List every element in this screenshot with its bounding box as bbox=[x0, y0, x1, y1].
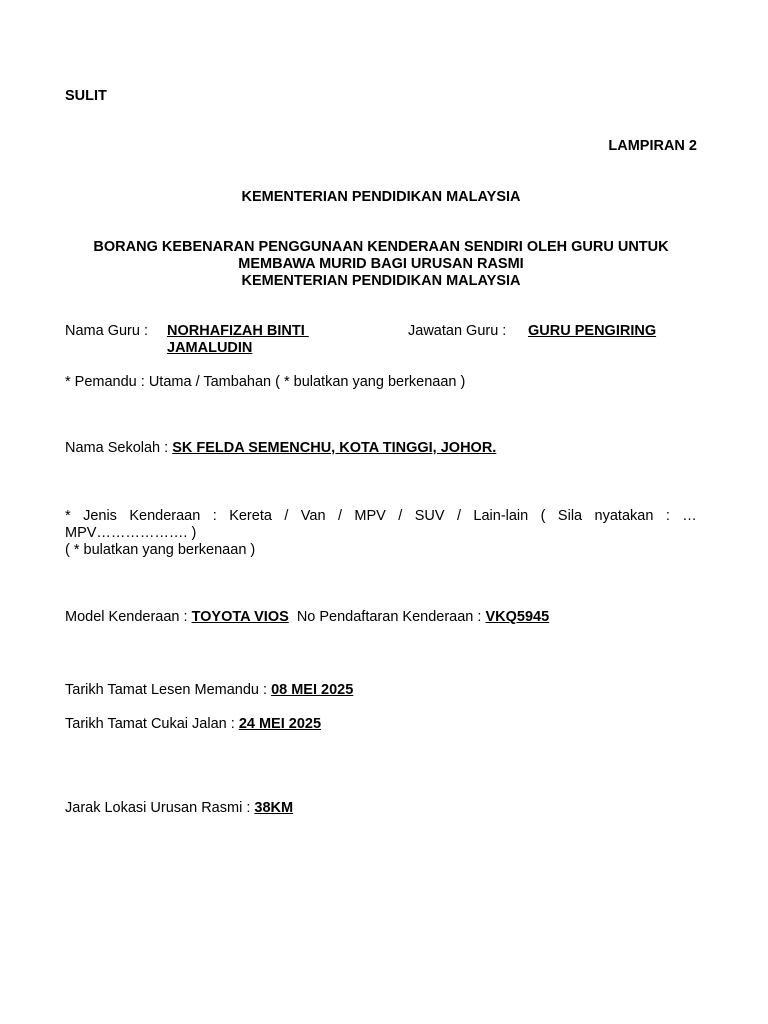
road-tax-expiry-value: 24 MEI 2025 bbox=[238, 716, 322, 732]
school-value: SK FELDA SEMENCHU, KOTA TINGGI, JOHOR. bbox=[172, 440, 497, 456]
teacher-position-value: GURU PENGIRING bbox=[528, 323, 657, 339]
vehicle-type-word: : bbox=[212, 508, 217, 524]
school-row bbox=[65, 440, 697, 457]
vehicle-type-word: Van bbox=[300, 508, 326, 524]
distance-label: Jarak Lokasi Urusan Rasmi : bbox=[65, 800, 251, 816]
vehicle-model-label: Model Kenderaan : bbox=[65, 609, 188, 625]
vehicle-type-word: / bbox=[456, 508, 461, 524]
distance-row bbox=[65, 800, 697, 817]
form-title-line-2: MEMBAWA MURID BAGI URUSAN RASMI bbox=[238, 256, 524, 272]
road-tax-row bbox=[65, 716, 697, 733]
classification-label: SULIT bbox=[65, 88, 107, 104]
vehicle-type-word: / bbox=[284, 508, 289, 524]
vehicle-type-word: * bbox=[65, 508, 71, 524]
vehicle-type-word: : bbox=[665, 508, 670, 524]
vehicle-type-word: nyatakan bbox=[594, 508, 654, 524]
form-title-line-3: KEMENTERIAN PENDIDIKAN MALAYSIA bbox=[241, 273, 521, 289]
vehicle-registration-value: VKQ5945 bbox=[485, 609, 550, 625]
ministry-title: KEMENTERIAN PENDIDIKAN MALAYSIA bbox=[241, 189, 521, 205]
license-row bbox=[65, 682, 697, 699]
vehicle-type-word: SUV bbox=[414, 508, 445, 524]
vehicle-type-word: MPV bbox=[354, 508, 386, 524]
vehicle-type-word: Jenis bbox=[83, 508, 117, 524]
license-expiry-label: Tarikh Tamat Lesen Memandu : bbox=[65, 682, 268, 698]
license-expiry-value: 08 MEI 2025 bbox=[271, 682, 354, 698]
vehicle-type-note: ( * bulatkan yang berkenaan ) bbox=[65, 542, 256, 558]
teacher-name-label: Nama Guru : bbox=[65, 323, 148, 339]
form-title-line-1: BORANG KEBENARAN PENGGUNAAN KENDERAAN SENDIRI OLEH GURU UNTUK bbox=[93, 239, 669, 255]
school-label: Nama Sekolah : bbox=[65, 440, 169, 456]
vehicle-row bbox=[65, 609, 697, 626]
teacher-name-value-line-2: JAMALUDIN bbox=[167, 340, 253, 356]
attachment-label: LAMPIRAN 2 bbox=[608, 138, 697, 154]
vehicle-type-word: / bbox=[337, 508, 342, 524]
vehicle-registration-label: No Pendaftaran Kenderaan : bbox=[296, 609, 482, 625]
vehicle-model-value: TOYOTA VIOS bbox=[191, 609, 289, 625]
vehicle-type-word: … bbox=[682, 508, 697, 524]
road-tax-expiry-label: Tarikh Tamat Cukai Jalan : bbox=[65, 716, 235, 732]
vehicle-type-line-1 bbox=[65, 508, 697, 525]
distance-value: 38KM bbox=[254, 800, 294, 816]
vehicle-type-word: / bbox=[398, 508, 403, 524]
vehicle-type-word: Lain-lain bbox=[473, 508, 529, 524]
vehicle-type-word: ( bbox=[540, 508, 546, 524]
driver-selection: * Pemandu : Utama / Tambahan ( * bulatkan yang berkenaan ) bbox=[65, 374, 466, 390]
vehicle-type-word: Kenderaan bbox=[129, 508, 201, 524]
vehicle-type-word: Kereta bbox=[229, 508, 272, 524]
teacher-name-value-line-1: NORHAFIZAH BINTI bbox=[167, 323, 309, 339]
teacher-position-label: Jawatan Guru : bbox=[408, 323, 507, 339]
vehicle-type-line-2: MPV………………. ) bbox=[65, 525, 197, 541]
vehicle-type-word: Sila bbox=[557, 508, 583, 524]
